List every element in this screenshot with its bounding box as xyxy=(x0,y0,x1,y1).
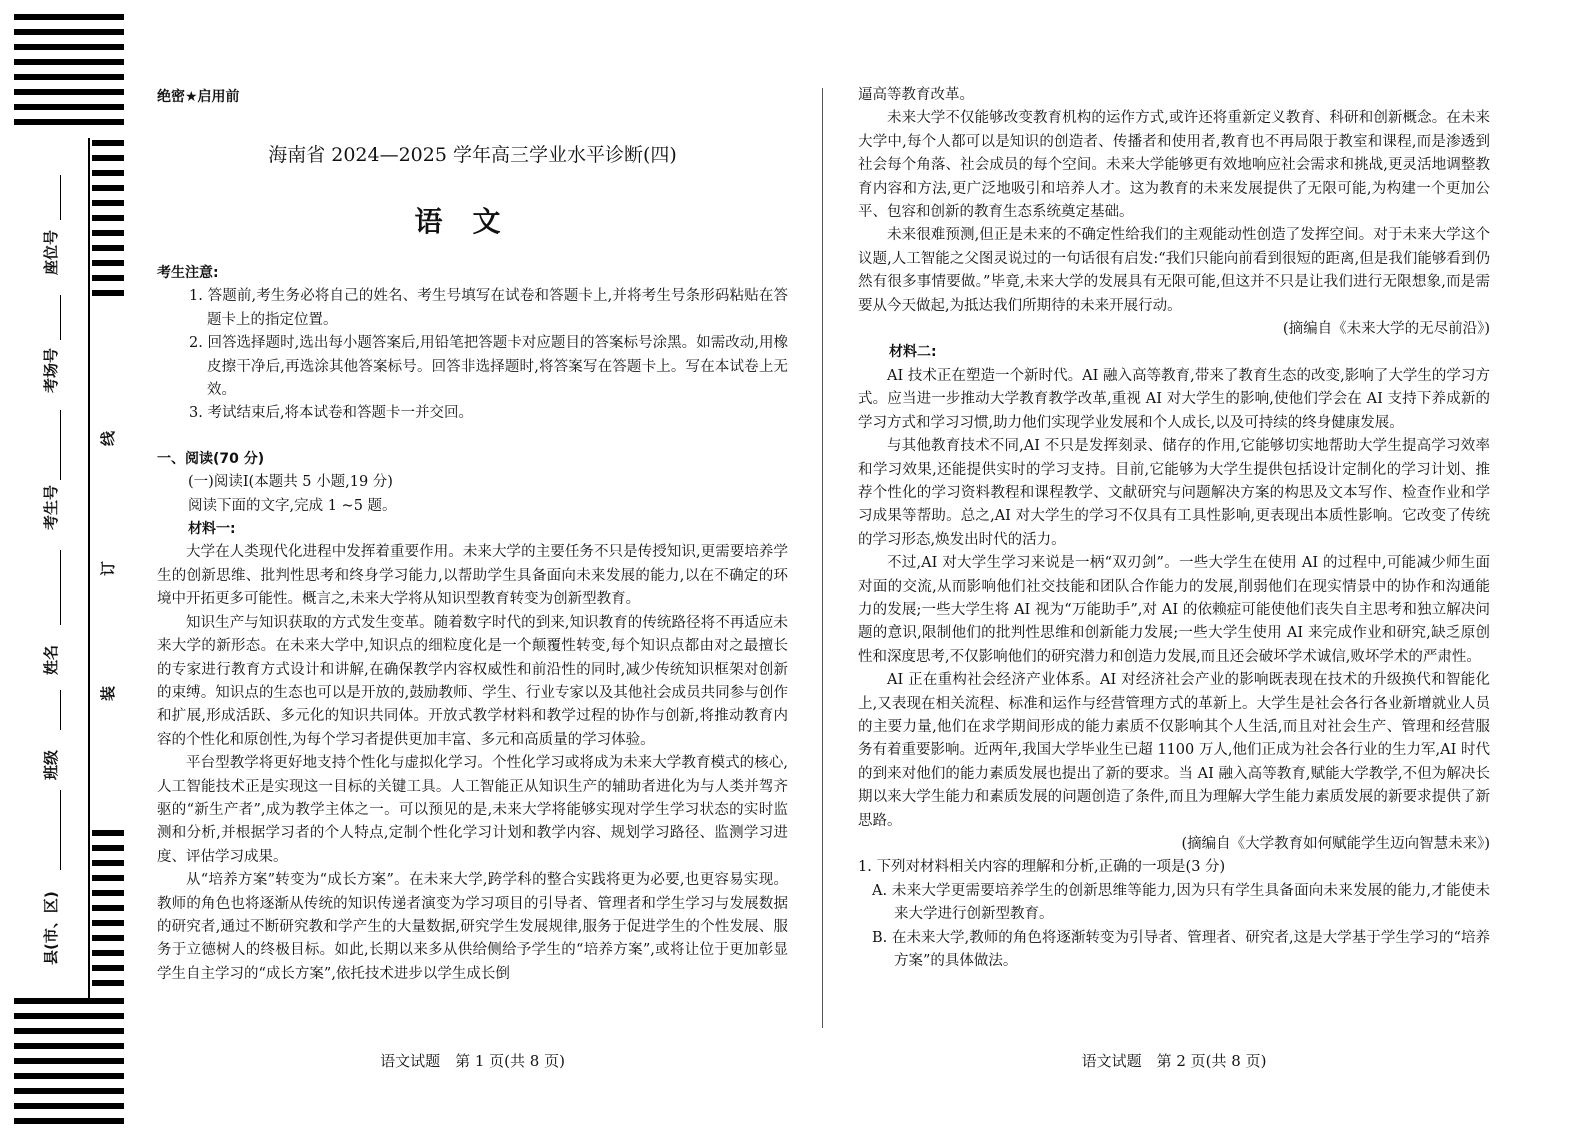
binding-line xyxy=(88,138,90,998)
section-instruction: 阅读下面的文字,完成 1 ~5 题。 xyxy=(188,497,397,514)
column-divider xyxy=(822,88,823,1028)
question-stem: 1. 下列对材料相关内容的理解和分析,正确的一项是(3 分) xyxy=(858,859,1226,876)
paragraph: 未来很难预测,但正是未来的不确定性给我们的主观能动性创造了发挥空间。对于未来大学这个议题,人工智能之父图灵说过的一句话很有启发:“我们只能向前看到很短的距离,但是我们能够看到仍然有很多事情要做。”毕竟,未来大学的发展具有无限可能,但这并不只是让我们进行无限想象,而是需要从今天做起,为抵达我们所期待的未来开展行动。 xyxy=(858,227,1490,314)
paragraph: AI 正在重构社会经济产业体系。AI 对经济社会产业的影响既表现在技术的升级换代和智能化上,又表现在相关流程、标准和运作与经营管理方式的革新上。大学生是社会各行各业新增就业人员的主要力量,他们在求学期间形成的能力素质不仅影响其个人生活,而且对社会生产、管理和经营服务有着重要影响。近两年,我国大学毕业生已超 1100 万人,他们正成为社会各行业的生力军,AI 时代的到来对他们的能力素质发展也提出了新的要求。当 AI 融入高等教育,赋能大学教学,不但为解决长期以来大学生能力和素质发展的问题创造了条件,而且为理解大学生能力素质发展的新要求提供了新思路。 xyxy=(858,672,1490,829)
field-seat-line xyxy=(60,175,61,220)
paragraph: 知识生产与知识获取的方式发生变革。随着数字时代的到来,知识教育的传统路径将不再适应未来大学的新形态。在未来大学中,知识点的细粒度化是一个颠覆性转变,每个知识点都由对之最擅长的专家进行教育方式设计和讲解,在确保教学内容权威性和前沿性的同时,减少传统知识框架对创新的束缚。知识点的生态也可以是开放的,鼓励教师、学生、行业专家以及其他社会成员共同参与创作和扩展,形成活跃、多元化的知识共同体。开放式教学材料和教学过程的协作与创新,将推动教育内容的个性化和原创性,为每个学习者提供更加丰富、多元和高质量的学习体验。 xyxy=(157,614,788,748)
bind-mark-staple: 订 xyxy=(99,560,118,577)
footer-page-2: 语文试题 第 2 页(共 8 页) xyxy=(1081,1052,1267,1070)
paragraph: 从“培养方案”转变为“成长方案”。在未来大学,跨学科的整合实践将更为必要,也更容易实现。教师的角色也将逐渐从传统的知识传递者演变为学习项目的引导者、管理者和学生学习与发展数据的研究者,通过不断研究教和学产生的大量数据,研究学生发展规律,服务于促进学生的个性发展、服务于立德树人的终极目标。如此,长期以来多从供给侧给予学生的“培养方案”,或将让位于更加彰显学生自主学习的“成长方案”,依托技术进步以学生成长倒 xyxy=(157,872,788,982)
left-column xyxy=(157,262,788,986)
paragraph: 大学在人类现代化进程中发挥着重要作用。未来大学的主要任务不只是传授知识,更需要培养学生的创新思维、批判性思考和终身学习能力,以帮助学生具备面向未来发展的能力,以在不确定的环境中开拓更多可能性。概言之,未来大学将从知识型教育转变为创新型教育。 xyxy=(157,544,788,608)
paragraph: 未来大学不仅能够改变教育机构的运作方式,或许还将重新定义教育、科研和创新概念。在未来大学中,每个人都可以是知识的创造者、传播者和使用者,教育也不再局限于教室和课程,而是渗透到社会每个角落、社会成员的每个空间。未来大学能够更有效地响应社会需求和挑战,更灵活地调整教育内容和方法,更广泛地吸引和培养人才。这为教育的未来发展提供了无限可能,为构建一个更加公平、包容和创新的教育生态系统奠定基础。 xyxy=(858,110,1490,221)
right-column xyxy=(858,84,1490,973)
field-county-line xyxy=(60,790,61,870)
source-citation: (摘编自《大学教育如何赋能学生迈向智慧未来》) xyxy=(1181,836,1490,852)
paragraph: 与其他教育技术不同,AI 不只是发挥刻录、储存的作用,它能够切实地帮助大学生提高学习效率和学习效果,还能提供实时的学习支持。目前,它能够为大学生提供包括设计定制化的学习计划、推荐个性化的学习资料教程和课程教学、文献研究与问题解决方案的构思及文本写作、检查作业和学习成果等帮助。总之,AI 对大学生的学习不仅具有工具性影响,更表现出本质性影响。它改变了传统的学习形态,焕发出时代的活力。 xyxy=(858,438,1490,548)
field-student-id-line xyxy=(60,410,61,480)
bind-mark-line: 线 xyxy=(99,430,118,447)
notice-title: 考生注意: xyxy=(157,265,219,281)
source-citation: (摘编自《未来大学的无尽前沿》) xyxy=(1282,321,1490,338)
paragraph: 平台型教学将更好地支持个性化与虚拟化学习。个性化学习或将成为未来大学教育模式的核心,人工智能技术正是实现这一目标的关键工具。人工智能正从知识生产的辅助者进化为与人类并驾齐驱的“新生产者”,成为教学主体之一。可以预见的是,未来大学将能够实现对学生学习状态的实时监测和分析,并根据学习者的个人特点,定制个性化学习计划和教学内容、规划学习路径、监测学习进度、评估学习成果。 xyxy=(157,755,788,865)
material1-label: 材料一: xyxy=(188,521,236,538)
material2-label: 材料二: xyxy=(889,344,937,361)
notice-item: 2. 回答选择题时,选出每小题答案后,用铅笔把答题卡对应题目的答案标号涂黑。如需改动,用橡皮擦干净后,再选涂其他答案标号。回答非选择题时,将答案写在答题卡上。写在本试卷上无效。 xyxy=(189,335,788,399)
bind-mark-bind: 装 xyxy=(99,685,118,702)
exam-title: 海南省 2024—2025 学年高三学业水平诊断(四) xyxy=(268,144,677,166)
question-option-b[interactable]: B. 在未来大学,教师的角色将逐渐转变为引导者、管理者、研究者,这是大学基于学生学习的“培养方案”的具体做法。 xyxy=(872,929,1490,970)
paragraph: AI 技术正在塑造一个新时代。AI 融入高等教育,带来了教育生态的改变,影响了大学生的学习方式。应当进一步推动大学教育教学改革,重视 AI 对大学生的影响,使他们学会在 AI 支持下养成新的学习方式和学习习惯,助力他们实现学业发展和个人成长,以及可持续的终身健康发展。 xyxy=(858,367,1490,431)
field-name-line xyxy=(60,550,61,625)
field-class-line xyxy=(60,690,61,730)
paragraph: 逼高等教育改革。 xyxy=(858,87,974,103)
secret-label: 绝密★启用前 xyxy=(157,89,240,105)
section-title: 一、阅读(70 分) xyxy=(157,450,265,467)
notice-item: 1. 答题前,考生务必将自己的姓名、考生号填写在试卷和答题卡上,并将考生号条形码粘贴在答题卡上的指定位置。 xyxy=(189,288,788,328)
field-room-line xyxy=(60,295,61,340)
subject-title: 语文 xyxy=(414,205,531,238)
question-option-a[interactable]: A. 未来大学更需要培养学生的创新思维等能力,因为只有学生具备面向未来发展的能力,才能使未来大学进行创新型教育。 xyxy=(872,882,1490,923)
paragraph: 不过,AI 对大学生学习来说是一柄“双刃剑”。一些大学生在使用 AI 的过程中,可能减少师生面对面的交流,从而影响他们社交技能和团队合作能力的发展,削弱他们在现实情景中的协作和沟通能力的发展;一些大学生将 AI 视为“万能助手”,对 AI 的依赖症可能使他们丧失自主思考和独立解决问题的意识,限制他们的批判性思维和创新能力发展;一些大学生使用 AI 来完成作业和研究,缺乏原创性和深度思考,不仅影响他们的研究潜力和创造力发展,而且还会破坏学术诚信,败坏学术的严肃性。 xyxy=(858,555,1490,665)
section-subtitle: (一)阅读Ⅰ(本题共 5 小题,19 分) xyxy=(188,474,393,491)
footer-page-1: 语文试题 第 1 页(共 8 页) xyxy=(380,1052,565,1070)
notice-item: 3. 考试结束后,将本试卷和答题卡一并交回。 xyxy=(189,405,474,422)
